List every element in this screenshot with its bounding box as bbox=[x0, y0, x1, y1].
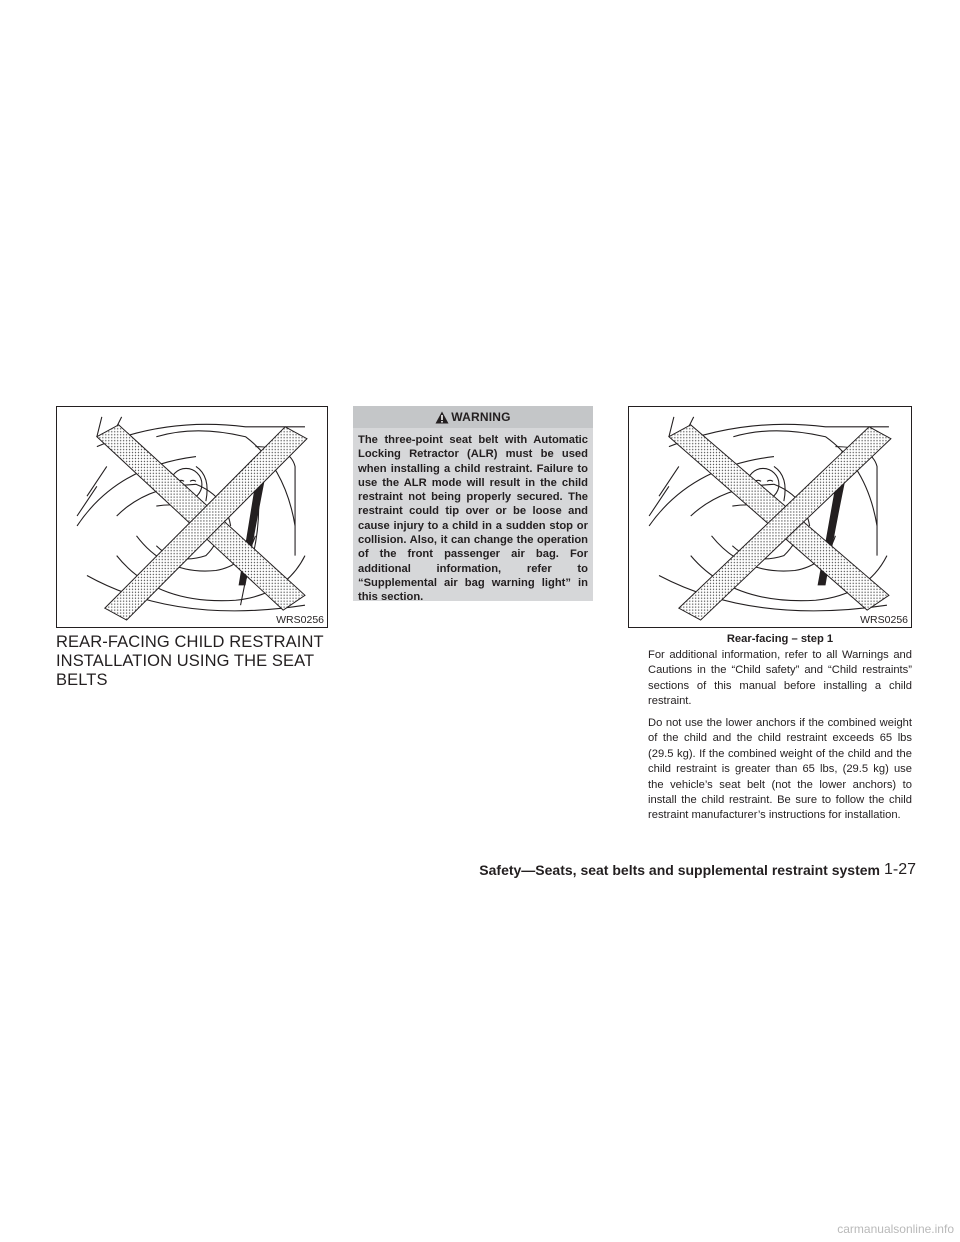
child-seat-illustration-crossed bbox=[629, 407, 911, 627]
illustration-left bbox=[56, 406, 328, 628]
footer-section-title: Safety—Seats, seat belts and supplemental restraint system bbox=[479, 862, 880, 878]
figure-code-left: WRS0256 bbox=[276, 614, 324, 626]
warning-box bbox=[353, 406, 593, 604]
section-heading: REAR-FACING CHILD RESTRAINT INSTALLATION USING THE SEAT BELTS bbox=[56, 633, 324, 689]
warning-header bbox=[353, 406, 593, 428]
body-paragraph-2: Do not use the lower anchors if the combined weight of the child and the child restraint exceeds 65 lbs (29.5 kg). If the combined weight of the child and the child restraint is greater than 65 lbs, (29.5 kg) use the vehicle’s seat belt (not the lower anchors) to install the child restraint. Be sure to follow the child restraint manufacturer’s instructions for installation. bbox=[648, 717, 912, 822]
page-number: 1-27 bbox=[884, 861, 917, 878]
warning-title: WARNING bbox=[451, 410, 511, 424]
body-paragraph-1: For additional information, refer to all Warnings and Cautions in the “Child safety” and “Child restraints” sections of this manual before installing a child restraint. bbox=[648, 649, 912, 708]
child-seat-illustration-crossed bbox=[57, 407, 327, 627]
figure-caption: Rear-facing – step 1 bbox=[726, 633, 834, 645]
watermark: carmanualsonline.info bbox=[837, 1222, 954, 1236]
illustration-right bbox=[628, 406, 912, 628]
warning-text: The three-point seat belt with Automatic Locking Retractor (ALR) must be used when installing a child restraint. Failure to use the ALR mode will result in the child restraint not being properly secured. The restraint could tip over or be loose and cause injury to a child in a sudden stop or collision. Also, it can change the operation of the front passenger air bag. For additional information, refer to “Supplemental air bag warning light” in this section. bbox=[358, 434, 588, 604]
figure-code-right: WRS0256 bbox=[860, 614, 908, 626]
warning-triangle-icon bbox=[435, 411, 449, 424]
